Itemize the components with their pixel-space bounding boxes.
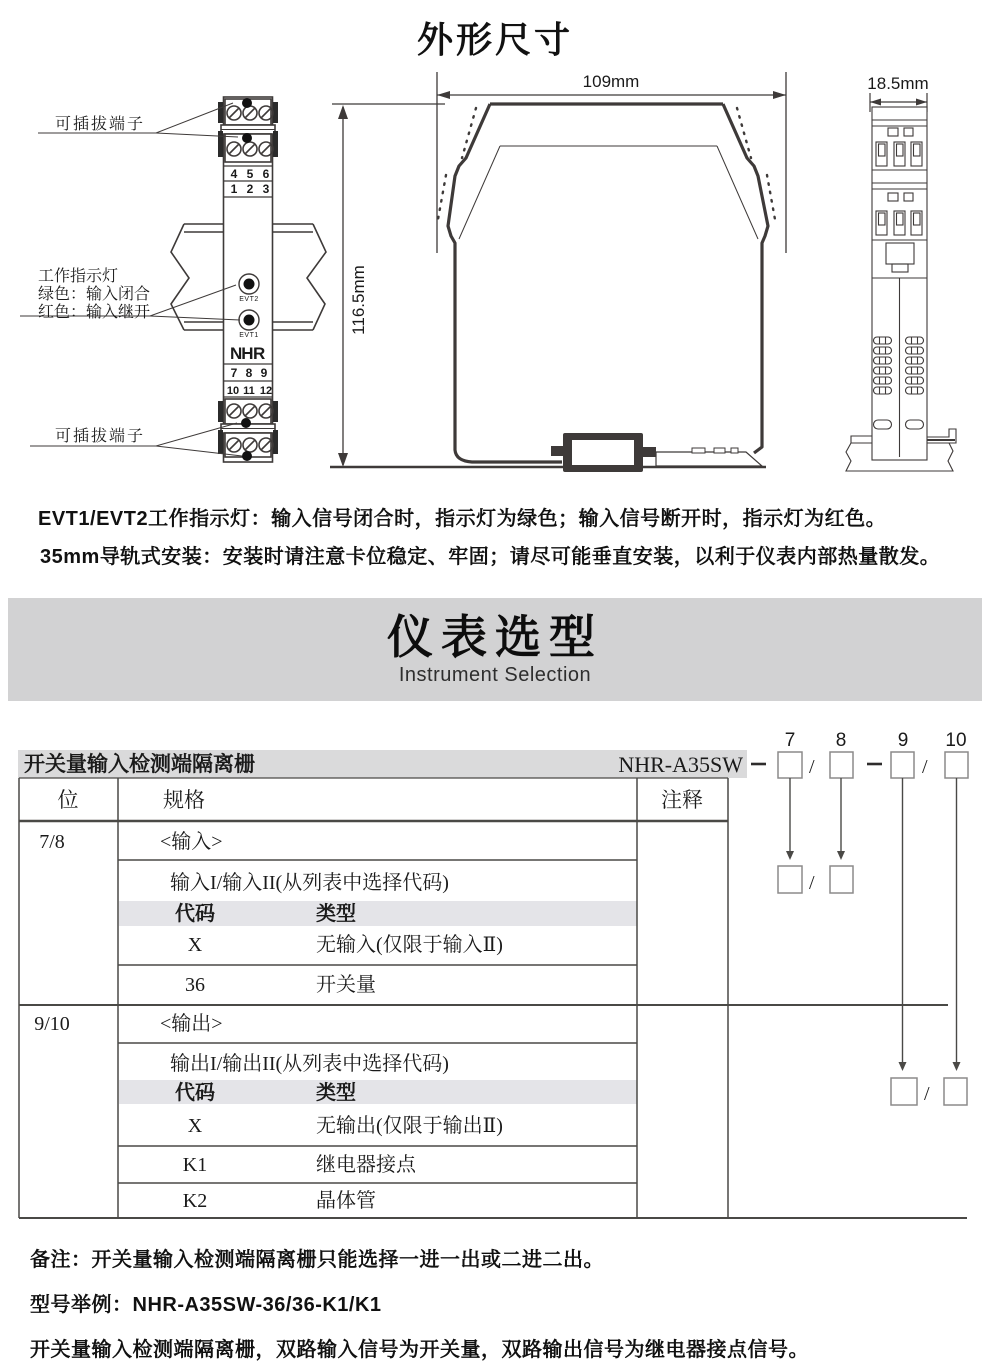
front-view-drawing [218,97,278,462]
nhr-logo-r: R [253,344,266,363]
order-code-diagram [751,730,968,1105]
model-number: NHR-A35SW [618,752,743,777]
code-x-output: X [187,1115,203,1137]
column-headers [58,788,704,812]
slash-output: / [924,1083,930,1105]
code-arrows [786,778,961,1071]
type-k1: 继电器接点 [316,1154,416,1176]
plug-dot [242,451,252,461]
group-input: <输入> [160,831,223,853]
code-x-input: X [187,934,203,956]
pluggable-terminal-label-top: 可插拔端子 [55,116,146,133]
type-header-2: 类型 [316,1082,356,1104]
terminal-5: 5 [246,167,254,181]
dimension-109mm [437,72,786,253]
module-profile [448,104,768,462]
selection-table [0,715,990,1232]
terminal-3: 3 [262,182,270,196]
col-header-note: 注释 [661,788,703,812]
dim-height-label: 116.5mm [349,265,368,335]
product-title: 开关量输入检测端隔离栅 [24,752,255,776]
section-output [34,1012,503,1212]
indicator-label-1: 工作指示灯 [38,268,119,285]
output-code-box-1 [891,1078,917,1105]
digit-9: 9 [897,730,909,751]
indicator-label-3: 红色：输入继开 [38,304,151,321]
type-x-input: 无输入(仅限于输入Ⅱ) [316,934,503,956]
output-code-box-2 [944,1078,967,1105]
terminal-10: 10 [226,385,240,397]
nhr-logo-nh: NH [230,344,253,363]
profile-dotted-accents [437,108,776,225]
code-header-2: 代码 [175,1082,215,1104]
code-header-1: 代码 [175,903,215,925]
plug-dot [242,133,252,143]
banner-subtitle: Instrument Selection [398,664,592,687]
code-k2: K2 [182,1190,208,1212]
code-slashes [809,756,930,1105]
evt2-label: EVT2 [239,296,259,303]
terminal-block-top [218,98,278,162]
col-header-spec: 规格 [163,788,205,812]
footnote-description: 开关量输入检测端隔离栅，双路输入信号为开关量，双路输出信号为继电器接点信号。 [30,1339,809,1361]
code-box-10 [945,752,968,778]
pos-7-8: 7/8 [39,831,65,853]
outline-dimensions-title: 外形尺寸 [416,19,573,60]
terminal-6: 6 [262,167,270,181]
footnote-example: 型号举例：NHR-A35SW-36/36-K1/K1 [30,1294,382,1316]
end-view-body [846,107,956,471]
slash-7-8: / [809,756,815,778]
slash-input: / [809,872,815,894]
terminal-7: 7 [230,366,238,380]
end-view-drawing [846,93,956,471]
terminal-8: 8 [245,366,253,380]
nhr-logo [230,344,265,363]
terminal-9: 9 [260,366,268,380]
dim-width-label: 109mm [582,72,640,91]
terminal-block-bottom [218,399,278,461]
desc-input: 输入I/输入II(从列表中选择代码) [170,872,449,894]
rail-break-left [171,224,189,330]
type-k2: 晶体管 [316,1190,376,1212]
code-box-8 [830,752,853,778]
input-code-box-2 [830,866,853,893]
evt1-label: EVT1 [239,332,259,339]
plug-dot [241,418,251,428]
banner-title: 仪表选型 [387,610,603,663]
instrument-selection-banner [8,598,982,701]
slash-9-10: / [922,756,928,778]
input-code-box-1 [778,866,802,893]
digit-labels [785,730,967,751]
indicator-note: EVT1/EVT2工作指示灯：输入信号闭合时，指示灯为绿色；输入信号断开时，指示灯为红色。 [38,508,887,530]
group-output: <输出> [160,1013,223,1035]
col-header-pos: 位 [57,788,79,812]
desc-output: 输出I/输出II(从列表中选择代码) [170,1053,449,1075]
side-view-drawing [330,72,786,472]
code-box-7 [778,752,802,778]
code-boxes [778,752,968,1105]
dim-depth-label: 18.5mm [867,74,929,93]
mounting-note: 35mm导轨式安装：安装时请注意卡位稳定、牢固；请尽可能垂直安装，以利于仪表内部热量散发。 [40,546,941,568]
rail-break-right [307,224,326,330]
terminal-2: 2 [246,182,254,196]
terminal-1: 1 [230,182,238,196]
terminal-12: 12 [259,385,273,397]
indicator-label-2: 绿色：输入闭合 [38,286,151,303]
digit-8: 8 [835,730,847,751]
outline-drawings [0,0,990,500]
terminal-4: 4 [230,167,238,181]
plug-dot [242,98,252,108]
footnote-remark: 备注：开关量输入检测端隔离栅只能选择一进一出或二进二出。 [30,1249,604,1271]
pluggable-terminal-label-bottom: 可插拔端子 [55,428,146,445]
type-x-output: 无输出(仅限于输出Ⅱ) [316,1115,503,1137]
digit-7: 7 [784,730,796,751]
code-k1: K1 [182,1154,208,1176]
pos-9-10: 9/10 [34,1013,70,1035]
terminal-11: 11 [243,385,255,397]
digit-10: 10 [945,730,967,751]
code-36: 36 [185,974,205,996]
type-36: 开关量 [316,974,376,996]
code-box-9 [891,752,914,778]
type-header-1: 类型 [316,903,356,925]
